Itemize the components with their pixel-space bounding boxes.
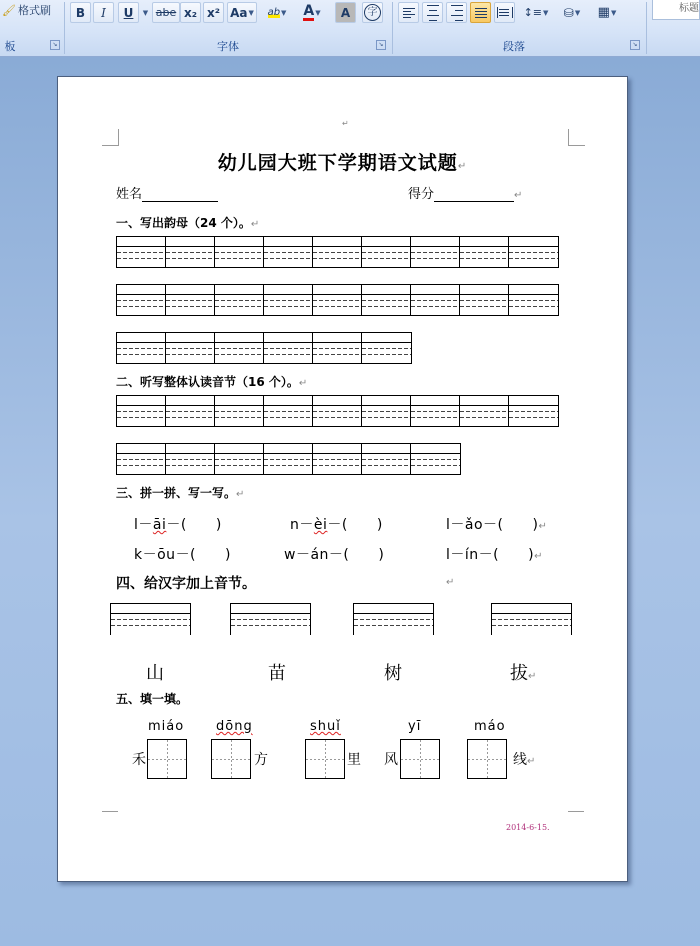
pinyin-cell[interactable] xyxy=(460,396,509,426)
format-painter-button[interactable] xyxy=(2,2,51,18)
paragraph-mark: ↵ xyxy=(457,161,468,172)
pinyin-cell[interactable] xyxy=(166,396,215,426)
spelling-exercise[interactable] xyxy=(446,544,543,564)
pinyin-cell[interactable] xyxy=(362,444,411,474)
name-label: 姓名 xyxy=(116,187,143,202)
pinyin-cell[interactable] xyxy=(117,285,166,315)
tianzige-box[interactable] xyxy=(305,739,345,779)
score-field[interactable] xyxy=(408,183,522,202)
pinyin-cell[interactable] xyxy=(313,333,362,363)
align-right-button[interactable] xyxy=(446,2,467,23)
margin-corner-mark xyxy=(102,811,118,828)
pinyin-cell[interactable] xyxy=(264,285,313,315)
title-text: 幼儿园大班下学期语文试题 xyxy=(217,152,458,174)
hanzi-character: 山 xyxy=(146,663,164,684)
pinyin-cell[interactable] xyxy=(215,396,264,426)
format-painter-label: 格式刷 xyxy=(17,4,51,17)
section-4-heading xyxy=(116,573,256,593)
score-blank[interactable] xyxy=(434,188,514,202)
pinyin-cell[interactable] xyxy=(117,444,166,474)
pinyin-cell[interactable] xyxy=(215,333,264,363)
pinyin-box[interactable] xyxy=(353,603,434,635)
style-gallery-item[interactable]: 标题 xyxy=(652,0,700,20)
name-blank[interactable] xyxy=(142,188,218,202)
align-center-icon xyxy=(427,3,439,23)
pinyin-cell[interactable] xyxy=(117,396,166,426)
hanzi-component: 禾 xyxy=(132,752,146,768)
pinyin-writing-grid[interactable] xyxy=(116,395,559,427)
pinyin-box[interactable] xyxy=(230,603,311,635)
spelling-exercise[interactable] xyxy=(134,514,222,534)
section-5-heading xyxy=(116,690,188,707)
exercise-initial: l－ xyxy=(446,517,465,533)
pinyin-cell[interactable] xyxy=(362,237,411,267)
pinyin-hint: máo xyxy=(474,719,506,734)
pinyin-cell[interactable] xyxy=(313,444,362,474)
exercise-final: āi xyxy=(152,517,167,533)
header-paragraph-mark: ↵ xyxy=(342,119,349,128)
paragraph-mark: ↵ xyxy=(514,190,523,201)
paragraph-mark: ↵ xyxy=(298,378,308,389)
paint-bucket-icon: ⛁ xyxy=(563,5,574,20)
paragraph-dialog-launcher-icon[interactable]: ↘ xyxy=(630,40,640,50)
change-case-button[interactable]: Aa ▼ xyxy=(227,2,257,23)
pinyin-writing-grid[interactable] xyxy=(116,284,559,316)
pinyin-cell[interactable] xyxy=(215,444,264,474)
pinyin-cell[interactable] xyxy=(166,444,215,474)
pinyin-cell[interactable] xyxy=(166,285,215,315)
section-5-text: 五、填一填。 xyxy=(116,692,189,706)
pinyin-hint xyxy=(310,719,341,734)
pinyin-hint: miáo xyxy=(148,719,185,734)
exercise-initial: l－ xyxy=(446,547,465,563)
hanzi-character: 苗 xyxy=(268,663,286,684)
shading-button[interactable]: ⛁ ▼ xyxy=(563,5,581,20)
pinyin-cell[interactable] xyxy=(264,333,313,363)
pinyin-cell[interactable] xyxy=(313,237,362,267)
underline-label: U xyxy=(123,5,134,20)
pinyin-cell[interactable] xyxy=(313,396,362,426)
borders-button[interactable]: ▦ ▼ xyxy=(597,5,617,20)
hanzi-text: 拔 xyxy=(510,663,528,684)
align-right-icon xyxy=(451,3,463,23)
section-2-heading xyxy=(116,373,307,390)
pinyin-cell[interactable] xyxy=(264,237,313,267)
character-shading-button[interactable]: A xyxy=(335,2,356,23)
distributed-icon xyxy=(497,7,513,18)
superscript-button[interactable]: x² xyxy=(203,2,224,23)
exercise-initial: n－ xyxy=(290,517,314,533)
exercise-final: ín xyxy=(464,547,479,563)
line-spacing-button[interactable]: ↕≡ ▼ xyxy=(523,6,549,19)
bold-button[interactable]: B xyxy=(70,2,91,23)
enclosed-character-icon: 字 xyxy=(364,4,381,21)
line-spacing-icon: ↕≡ xyxy=(523,6,543,19)
paragraph-mark: ↵ xyxy=(527,756,536,767)
pinyin-hint: yī xyxy=(408,719,422,734)
pinyin-box[interactable] xyxy=(491,603,572,635)
pinyin-cell[interactable] xyxy=(509,285,558,315)
italic-button[interactable]: I xyxy=(93,2,114,23)
section-1-text: 一、写出韵母（24 个）。 xyxy=(116,216,251,230)
hanzi-character: 树 xyxy=(384,663,402,684)
exercise-initial: l－ xyxy=(134,517,153,533)
page-title xyxy=(58,148,627,175)
underline-dropdown-icon[interactable]: ▼ xyxy=(142,8,149,17)
document-page[interactable] xyxy=(57,76,628,882)
margin-corner-mark xyxy=(102,129,119,146)
exercise-blank[interactable]: －( ) xyxy=(327,517,383,533)
paragraph-mark: ↵ xyxy=(538,521,548,532)
paintbrush-icon: 🖌 xyxy=(2,3,16,17)
paragraph-mark: ↵ xyxy=(534,551,543,562)
pinyin-writing-grid[interactable] xyxy=(116,443,461,475)
section-1-heading xyxy=(116,214,259,231)
paragraph-mark: ↵ xyxy=(250,219,260,230)
hanzi-component xyxy=(513,749,535,769)
font-group-label: 字体 xyxy=(217,40,239,53)
pinyin-cell[interactable] xyxy=(215,237,264,267)
exercise-blank[interactable]: －( ) xyxy=(328,547,385,563)
pinyin-cell[interactable] xyxy=(509,396,558,426)
pinyin-cell[interactable] xyxy=(460,285,509,315)
spelling-exercise[interactable] xyxy=(446,514,547,534)
highlighter-icon: ab xyxy=(267,7,281,18)
pinyin-cell[interactable] xyxy=(411,396,460,426)
hanzi-text: 线 xyxy=(513,752,527,768)
section-3-text: 三、拼一拼、写一写。 xyxy=(116,486,237,500)
name-field[interactable] xyxy=(116,183,218,202)
exercise-initial: w－ xyxy=(284,547,311,563)
strikethrough-button[interactable]: abe xyxy=(152,2,180,23)
margin-corner-mark xyxy=(568,129,585,146)
section-2-text: 二、听写整体认读音节（16 个）。 xyxy=(116,375,299,389)
font-color-icon: A xyxy=(303,2,315,19)
exercise-final: án xyxy=(310,547,329,563)
group-divider xyxy=(392,2,393,54)
highlight-button[interactable]: ab ▼ xyxy=(267,7,287,18)
pinyin-cell[interactable] xyxy=(264,444,313,474)
exercise-final: ōu xyxy=(157,547,176,563)
justify-button[interactable] xyxy=(470,2,491,23)
font-dialog-launcher-icon[interactable]: ↘ xyxy=(376,40,386,50)
pinyin-cell[interactable] xyxy=(117,237,166,267)
pinyin-cell[interactable] xyxy=(117,333,166,363)
exercise-final: èi xyxy=(313,517,328,533)
paragraph-mark: ↵ xyxy=(236,489,245,500)
exercise-final: ǎo xyxy=(464,517,484,533)
exercise-blank[interactable]: －( ) xyxy=(483,517,539,533)
tianzige-box[interactable] xyxy=(147,739,187,779)
tianzige-box[interactable] xyxy=(211,739,251,779)
spelling-exercise[interactable] xyxy=(134,544,231,564)
paragraph-mark: ↵ xyxy=(528,671,537,682)
pinyin-text: dōng xyxy=(216,719,253,734)
hanzi-character xyxy=(510,659,536,685)
hanzi-component: 风 xyxy=(384,752,398,768)
clipboard-dialog-launcher-icon[interactable]: ↘ xyxy=(50,40,60,50)
change-case-label: Aa xyxy=(230,5,248,20)
spelling-exercise[interactable] xyxy=(284,544,384,564)
pinyin-text: shuǐ xyxy=(310,719,341,734)
pinyin-writing-grid[interactable] xyxy=(116,236,559,268)
pinyin-cell[interactable] xyxy=(411,444,460,474)
hanzi-component: 方 xyxy=(254,752,268,768)
distributed-button[interactable] xyxy=(494,2,515,23)
pinyin-hint xyxy=(216,719,253,734)
section-3-heading xyxy=(116,484,244,501)
exercise-blank[interactable]: －( ) xyxy=(175,547,231,563)
align-center-button[interactable] xyxy=(422,2,443,23)
pinyin-cell[interactable] xyxy=(509,237,558,267)
exercise-initial: k－ xyxy=(134,547,158,563)
section-4-text: 四、给汉字加上音节。 xyxy=(116,576,256,592)
clipboard-group-label: 板 xyxy=(4,40,16,53)
paragraph-group-label: 段落 xyxy=(503,40,525,53)
subscript-button[interactable]: x₂ xyxy=(180,2,201,23)
pinyin-cell[interactable] xyxy=(411,237,460,267)
align-left-button[interactable] xyxy=(398,2,419,23)
margin-corner-mark xyxy=(568,811,584,828)
pinyin-cell[interactable] xyxy=(362,333,411,363)
exercise-blank[interactable]: －( ) xyxy=(166,517,222,533)
tianzige-box[interactable] xyxy=(467,739,507,779)
exercise-blank[interactable]: －( ) xyxy=(478,547,535,563)
hanzi-component: 里 xyxy=(347,752,361,768)
pinyin-cell[interactable] xyxy=(264,396,313,426)
border-grid-icon: ▦ xyxy=(597,5,610,20)
group-divider xyxy=(64,2,65,54)
pinyin-writing-grid[interactable] xyxy=(116,332,412,364)
underline-button[interactable] xyxy=(118,2,139,23)
font-color-button[interactable]: A ▼ xyxy=(303,2,321,19)
ribbon xyxy=(0,0,700,57)
group-divider xyxy=(646,2,647,54)
pinyin-cell[interactable] xyxy=(362,396,411,426)
pinyin-cell[interactable] xyxy=(362,285,411,315)
spelling-exercise[interactable] xyxy=(290,514,383,534)
score-label: 得分 xyxy=(408,187,435,202)
align-left-icon xyxy=(403,6,415,20)
pinyin-cell[interactable] xyxy=(411,285,460,315)
pinyin-cell[interactable] xyxy=(313,285,362,315)
pinyin-cell[interactable] xyxy=(215,285,264,315)
tianzige-box[interactable] xyxy=(400,739,440,779)
date-stamp: 2014-6-15. xyxy=(506,823,550,832)
justify-icon xyxy=(475,6,487,20)
pinyin-cell[interactable] xyxy=(460,237,509,267)
pinyin-cell[interactable] xyxy=(166,237,215,267)
enclose-characters-button[interactable] xyxy=(362,2,383,23)
paragraph-mark: ↵ xyxy=(446,577,455,588)
pinyin-box[interactable] xyxy=(110,603,191,635)
pinyin-cell[interactable] xyxy=(166,333,215,363)
